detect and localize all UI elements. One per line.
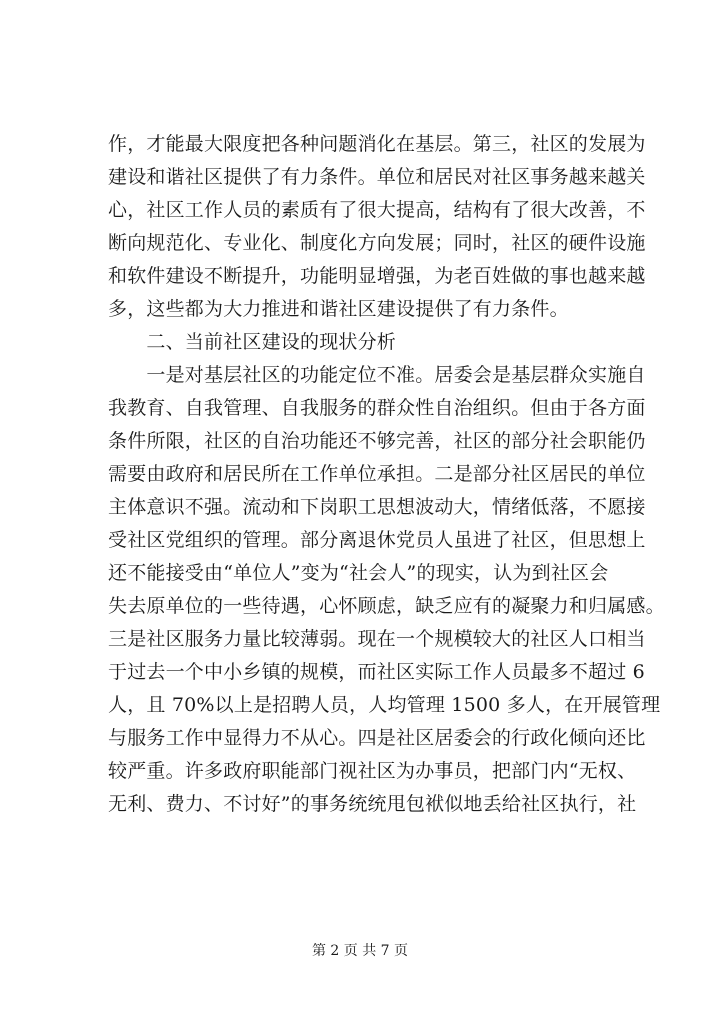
text-line: 心，社区工作人员的素质有了很大提高，结构有了很大改善，不 <box>108 199 646 221</box>
text-line: 失去原单位的一些待遇，心怀顾虑，缺乏应有的凝聚力和归属感。 <box>108 595 665 617</box>
text-line: 受社区党组织的管理。部分离退休党员人虽进了社区，但思想上 <box>108 529 646 551</box>
text-line: 我教育、自我管理、自我服务的群众性自治组织。但由于各方面 <box>108 397 646 419</box>
text-line: 条件所限，社区的自治功能还不够完善，社区的部分社会职能仍 <box>108 430 646 452</box>
text-line: 断向规范化、专业化、制度化方向发展；同时，社区的硬件设施 <box>108 232 646 254</box>
text-line: 需要由政府和居民所在工作单位承担。二是部分社区居民的单位 <box>108 463 646 485</box>
text-line: 较严重。许多政府职能部门视社区为办事员，把部门内“无权、 <box>108 760 637 782</box>
text-line: 还不能接受由“单位人”变为“社会人”的现实，认为到社区会 <box>108 562 609 584</box>
text-line: 多，这些都为大力推进和谐社区建设提供了有力条件。 <box>108 298 569 320</box>
text-line: 与服务工作中显得力不从心。四是社区居委会的行政化倾向还比 <box>108 727 646 749</box>
text-line: 人，且 70%以上是招聘人员，人均管理 1500 多人，在开展管理 <box>108 694 661 716</box>
text-line: 和软件建设不断提升，功能明显增强，为老百姓做的事也越来越 <box>108 265 646 287</box>
section-heading: 二、当前社区建设的现状分析 <box>108 331 397 353</box>
body-text <box>108 128 668 821</box>
text-line: 建设和谐社区提供了有力条件。单位和居民对社区事务越来越关 <box>108 166 646 188</box>
text-line: 主体意识不强。流动和下岗职工思想波动大，情绪低落，不愿接 <box>108 496 646 518</box>
text-line: 三是社区服务力量比较薄弱。现在一个规模较大的社区人口相当 <box>108 628 646 650</box>
text-line: 一是对基层社区的功能定位不准。居委会是基层群众实施自 <box>108 364 646 386</box>
text-line: 作，才能最大限度把各种问题消化在基层。第三，社区的发展为 <box>108 133 646 155</box>
text-line: 无利、费力、不讨好”的事务统统甩包袱似地丢给社区执行，社 <box>108 793 637 815</box>
page-number-footer: 第 2 页 共 7 页 <box>311 943 409 959</box>
text-line: 于过去一个中小乡镇的规模，而社区实际工作人员最多不超过 6 <box>108 661 645 683</box>
